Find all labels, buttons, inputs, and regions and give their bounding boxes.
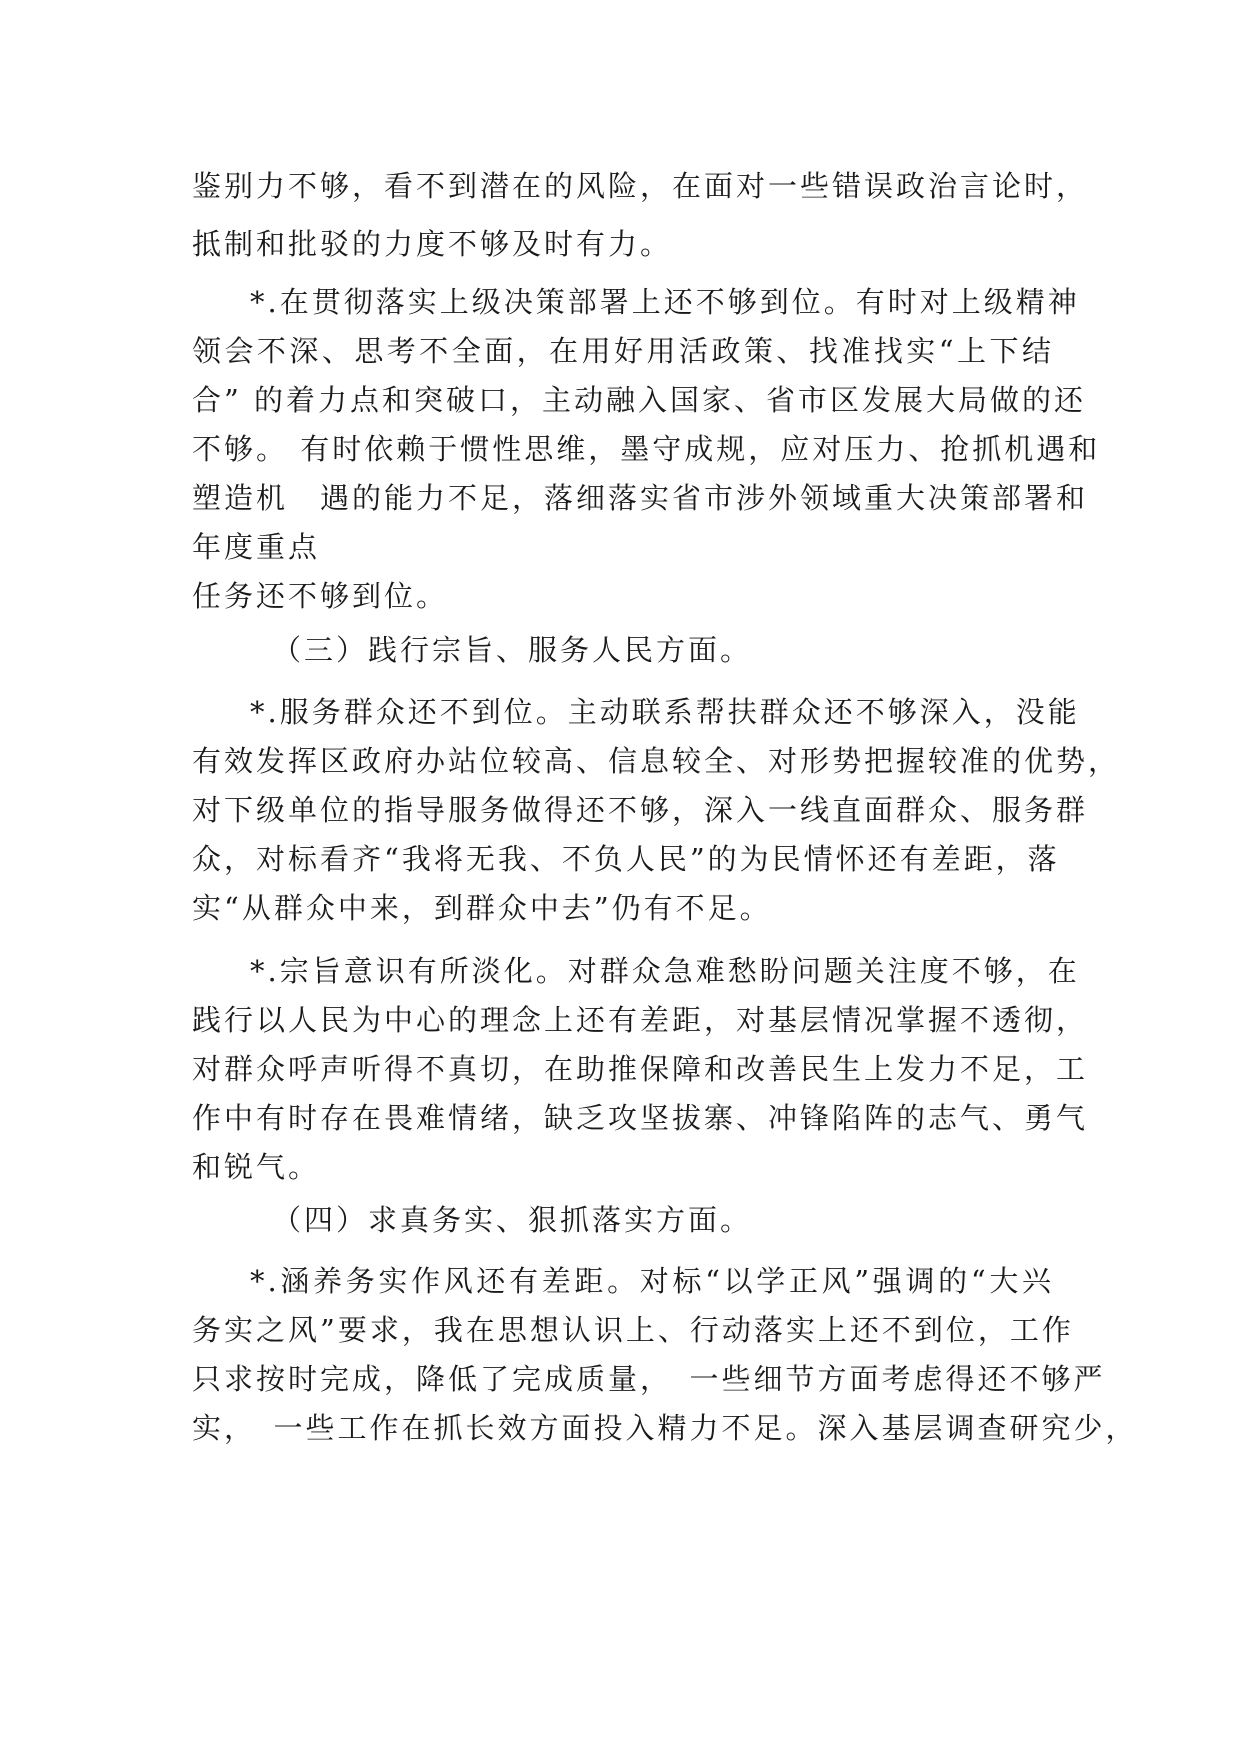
paragraph-line: 抵制和批驳的力度不够及时有力。 xyxy=(192,227,673,261)
paragraph-line: 任务还不够到位。 xyxy=(192,579,449,613)
paragraph-line: 践行以人民为中心的理念上还有差距，对基层情况掌握不透彻， xyxy=(192,1003,1089,1037)
paragraph-line: 只求按时完成，降低了完成质量， 一些细节方面考虑得还不够严 xyxy=(192,1362,1106,1396)
paragraph-line: 作中有时存在畏难情绪，缺乏攻坚拔寨、冲锋陷阵的志气、勇气 xyxy=(192,1101,1089,1135)
section-heading: （三）践行宗旨、服务人民方面。 xyxy=(272,633,753,667)
paragraph-line: *.宗旨意识有所淡化。对群众急难愁盼问题关注度不够，在 xyxy=(250,954,1080,988)
paragraph-line: 有效发挥区政府办站位较高、信息较全、对形势把握较准的优势， xyxy=(192,744,1121,778)
paragraph-line: *.涵养务实作风还有差距。对标“以学正风”强调的“大兴 xyxy=(250,1264,1054,1298)
paragraph-line: 鉴别力不够，看不到潜在的风险，在面对一些错误政治言论时， xyxy=(192,169,1089,203)
paragraph-line: 实， 一些工作在抓长效方面投入精力不足。深入基层调查研究少， xyxy=(192,1411,1138,1445)
paragraph-line: 领会不深、思考不全面，在用好用活政策、找准找实“上下结 xyxy=(192,334,1054,368)
paragraph-line: 对下级单位的指导服务做得还不够，深入一线直面群众、服务群 xyxy=(192,793,1089,827)
paragraph-line: 对群众呼声听得不真切，在助推保障和改善民生上发力不足，工 xyxy=(192,1052,1089,1086)
paragraph-line: 年度重点 xyxy=(192,530,321,564)
paragraph-line: 塑造机 遇的能力不足，落细落实省市涉外领域重大决策部署和 xyxy=(192,481,1089,515)
section-heading: （四）求真务实、狠抓落实方面。 xyxy=(272,1203,753,1237)
paragraph-line: 众，对标看齐“我将无我、不负人民”的为民情怀还有差距，落 xyxy=(192,842,1060,876)
paragraph-line: 合” 的着力点和突破口，主动融入国家、省市区发展大局做的还 xyxy=(192,383,1087,417)
paragraph-line: 和锐气。 xyxy=(192,1150,321,1184)
paragraph-line: 实“从群众中来，到群众中去”仍有不足。 xyxy=(192,891,772,925)
paragraph-line: 不够。 有时依赖于惯性思维，墨守成规，应对压力、抢抓机遇和 xyxy=(192,432,1101,466)
paragraph-line: 务实之风”要求，我在思想认识上、行动落实上还不到位，工作 xyxy=(192,1313,1074,1347)
paragraph-line: *.在贯彻落实上级决策部署上还不够到位。有时对上级精神 xyxy=(250,285,1080,319)
paragraph-line: *.服务群众还不到位。主动联系帮扶群众还不够深入，没能 xyxy=(250,695,1080,729)
